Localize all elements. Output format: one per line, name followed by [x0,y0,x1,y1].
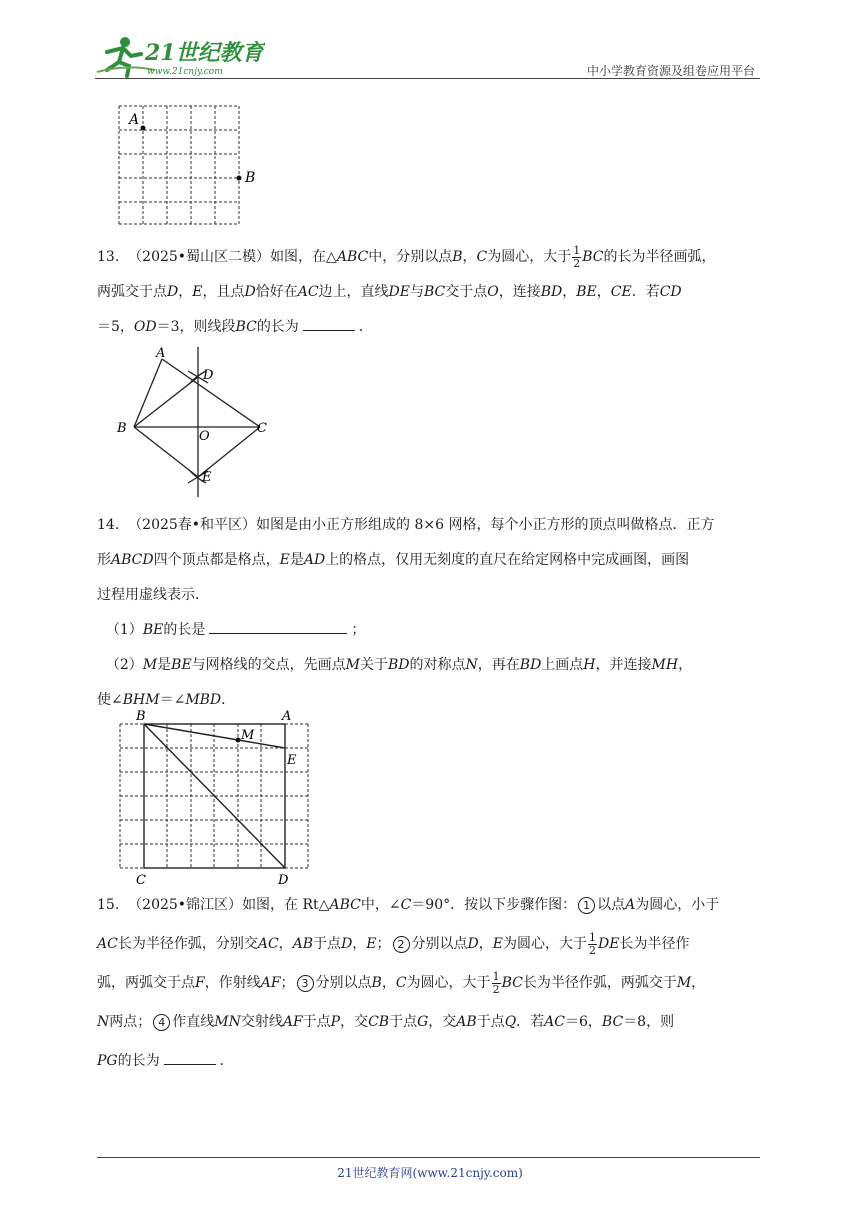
figure-q14-grid [112,706,317,886]
point-m [236,738,241,743]
figure-q13 [112,345,277,500]
label-e: E [202,470,212,485]
q15-number: 15. [97,897,120,913]
label-e: E [287,753,297,768]
q14-number: 14. [97,517,120,533]
q14-answer-blank[interactable] [209,619,347,634]
label-d: D [203,368,214,383]
label-d: D [278,873,289,886]
label-a: A [282,709,292,724]
label-c: C [257,421,267,436]
point-b [237,176,242,181]
label-b: B [245,170,256,186]
q13-source: （2025•蜀山区二模） [128,249,271,265]
label-m: M [241,728,255,743]
platform-name: 中小学教育资源及组卷应用平台 [586,64,755,78]
logo-text: 21世纪教育 [145,40,264,66]
label-o: O [199,429,210,444]
q15-source: （2025•锦江区） [128,897,243,913]
label-c: C [136,873,146,886]
logo-url: www.21cnjy.com [147,67,223,77]
label-b: B [117,421,127,436]
q14-source: （2025春•和平区） [128,517,257,533]
figure-q12-grid [115,104,275,226]
footer-divider [97,1157,760,1158]
header-divider [95,78,760,79]
q15-answer-blank[interactable] [164,1050,216,1065]
site-logo [95,34,265,78]
question-15: 15. （2025•锦江区）如图，在 Rt△ABC中，∠C＝90°．按以下步骤作图： 1 以点A为圆心，小于 AC长为半径作弧，分别交AC，AB于点D，E； 2 分别以点D，E为圆心，大于 $\frac{1}{2}$ DE长为半径作 弧，两弧交于点F，作射线AF； 3 分别以点B，C为圆心，大于 $\frac{1}{2}$ BC长为半径作弧，两弧交于M， N两点； 4 作直线MN交射线AF于点P，交CB于点G，交AB于点Q．若AC＝6，BC＝8，则 PG的长为 ． [97,897,720,1069]
question-13: 13. （2025•蜀山区二模）如图，在△ABC中，分别以点B，C为圆心，大于 $\frac{1}{2}$ BC的长为半径画弧， 两弧交于点D，E，且点D恰好在AC边上，直线DE与BC交于点O，连接BD，BE，CE．若CD ＝5，OD＝3，则线段BC的长为 ． [97,243,716,335]
footer-text: 21世纪教育网(www.21cnjy.com) [337,1166,523,1180]
point-a [141,126,146,131]
label-b: B [136,709,146,724]
label-a: A [129,112,140,128]
label-a: A [156,346,166,361]
q13-number: 13. [97,249,120,265]
question-14: 14. （2025春•和平区）如图是由小正方形组成的 8×6 网格，每个小正方形的顶点叫做格点．正方 形ABCD四个顶点都是格点，E是AD上的格点，仅用无刻度的直尺在给定网格中完成画图，画图 过程用虚线表示． （1）BE的长是 ； （2）M是BE与网格线的交点，先画点M关于BD的对称点N，再在BD上画点H，并连接MH， 使∠BHM＝∠MBD． [97,517,715,708]
q13-answer-blank[interactable] [303,316,355,331]
